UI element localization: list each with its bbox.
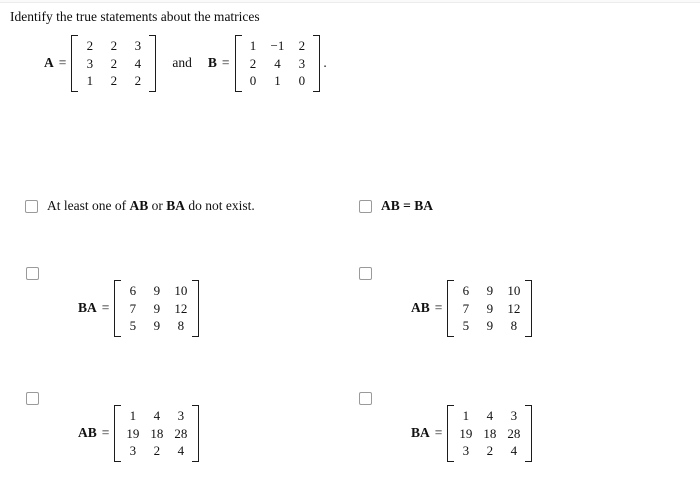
matrix-cell: 4	[510, 443, 518, 458]
matrix-cell: 2	[298, 38, 306, 53]
option-ab-equals-ba-label	[381, 198, 433, 214]
matrix-cell: 3	[129, 443, 137, 458]
matrix-cell: 6	[129, 283, 137, 298]
option-ba-first-checkbox[interactable]	[26, 267, 39, 280]
equation-matrix	[447, 280, 532, 337]
matrix-b	[235, 35, 321, 92]
matrix-cell: 3	[134, 38, 142, 53]
option-ab-second	[26, 392, 199, 462]
matrix-b-values	[242, 35, 314, 92]
option-text-part: AB	[129, 198, 149, 213]
option-ab-equals-ba	[359, 198, 433, 214]
matrix-a-label: A	[44, 55, 54, 71]
bracket-left	[71, 35, 78, 92]
equation-equals: =	[434, 425, 443, 441]
matrix-cell: 18	[150, 425, 164, 441]
equation-equals: =	[101, 425, 110, 441]
option-ba-first	[26, 267, 199, 337]
conjunction-text: and	[172, 55, 192, 71]
matrix-cell: 12	[174, 300, 188, 316]
sentence-period: .	[323, 55, 327, 71]
equation-matrix	[114, 280, 199, 337]
matrix-cell: 9	[153, 283, 161, 298]
option-text-part: At least one of	[47, 198, 130, 213]
matrix-cell: 1	[274, 73, 281, 88]
matrix-cell: 10	[507, 283, 521, 298]
matrix-a-equals: =	[58, 55, 67, 71]
matrix-cell: 9	[153, 300, 161, 316]
matrix-cell: 9	[153, 318, 161, 333]
equation-matrix-values	[454, 280, 525, 337]
option-text-part: BA	[166, 198, 186, 213]
option-ab-first-equation	[411, 280, 532, 337]
bracket-left	[114, 405, 121, 462]
matrix-cell: 19	[459, 425, 473, 441]
matrix-cell: 5	[462, 318, 470, 333]
matrix-cell: 4	[177, 443, 185, 458]
matrix-cell: 4	[153, 408, 161, 423]
equation-matrix-values	[121, 280, 192, 337]
option-existence-label	[47, 198, 255, 214]
matrix-cell: 18	[483, 425, 497, 441]
question-title: Identify the true statements about the matrices	[10, 9, 260, 24]
matrix-cell: 19	[126, 425, 140, 441]
matrix-cell: 2	[110, 38, 118, 53]
matrix-cell: 3	[298, 55, 306, 71]
matrix-cell: 2	[134, 73, 142, 88]
matrix-cell: 1	[462, 408, 470, 423]
matrix-cell: 28	[174, 425, 188, 441]
matrix-cell: 1	[249, 38, 257, 53]
bracket-left	[235, 35, 242, 92]
option-ba-second	[359, 392, 532, 462]
equation-label: BA	[411, 425, 430, 441]
bracket-left	[447, 405, 454, 462]
matrix-cell: 7	[462, 300, 470, 316]
matrix-a	[71, 35, 156, 92]
option-ba-first-equation	[78, 280, 199, 337]
matrix-a-values	[78, 35, 149, 92]
option-ab-first	[359, 267, 532, 337]
bracket-right	[313, 35, 320, 92]
matrix-cell: 6	[462, 283, 470, 298]
matrix-cell: 9	[486, 300, 494, 316]
matrix-cell: 2	[110, 73, 118, 88]
matrix-cell: 8	[177, 318, 185, 333]
matrix-cell: 9	[486, 318, 494, 333]
matrix-cell: 4	[134, 55, 142, 71]
matrix-cell: 10	[174, 283, 188, 298]
bracket-left	[114, 280, 121, 337]
option-existence	[25, 198, 255, 214]
matrix-cell: 7	[129, 300, 137, 316]
equation-label: BA	[78, 300, 97, 316]
matrix-b-equals: =	[221, 55, 230, 71]
matrix-cell: 1	[129, 408, 137, 423]
matrix-cell: 2	[249, 55, 257, 71]
equation-matrix	[447, 405, 532, 462]
equation-matrix-values	[454, 405, 525, 462]
top-divider	[0, 0, 700, 3]
matrix-cell: 3	[462, 443, 470, 458]
equation-equals: =	[434, 300, 443, 316]
option-ba-second-equation	[411, 405, 532, 462]
equation-equals: =	[101, 300, 110, 316]
option-ab-second-equation	[78, 405, 199, 462]
matrix-cell: 2	[153, 443, 161, 458]
bracket-right	[192, 280, 199, 337]
matrix-cell: 2	[486, 443, 494, 458]
bracket-left	[447, 280, 454, 337]
matrix-cell: 9	[486, 283, 494, 298]
matrix-cell: 5	[129, 318, 137, 333]
option-ba-second-checkbox[interactable]	[359, 392, 372, 405]
bracket-right	[192, 405, 199, 462]
option-ab-first-checkbox[interactable]	[359, 267, 372, 280]
option-ab-second-checkbox[interactable]	[26, 392, 39, 405]
bracket-right	[525, 405, 532, 462]
matrix-cell: 4	[486, 408, 494, 423]
bracket-right	[149, 35, 156, 92]
option-ab-equals-ba-checkbox[interactable]	[359, 200, 372, 213]
matrix-cell: 12	[507, 300, 521, 316]
matrix-cell: 3	[177, 408, 185, 423]
option-text-part: AB = BA	[381, 198, 433, 213]
matrix-cell: 8	[510, 318, 518, 333]
option-text-part: do not exist.	[185, 198, 255, 213]
matrix-cell: 3	[86, 55, 94, 71]
matrix-cell: 4	[274, 55, 281, 71]
equation-matrix-values	[121, 405, 192, 462]
matrix-b-label: B	[207, 55, 217, 71]
matrix-cell: −1	[270, 38, 285, 53]
option-text-part: or	[148, 198, 167, 213]
equation-label: AB	[411, 300, 430, 316]
matrix-cell: 2	[86, 38, 94, 53]
equation-label: AB	[78, 425, 97, 441]
equation-matrix	[114, 405, 199, 462]
matrix-cell: 3	[510, 408, 518, 423]
matrix-cell: 0	[249, 73, 257, 88]
matrix-cell: 1	[86, 73, 94, 88]
given-matrices	[44, 35, 327, 92]
matrix-cell: 28	[507, 425, 521, 441]
bracket-right	[525, 280, 532, 337]
matrix-cell: 0	[298, 73, 306, 88]
option-existence-checkbox[interactable]	[25, 200, 38, 213]
matrix-cell: 2	[110, 55, 118, 71]
